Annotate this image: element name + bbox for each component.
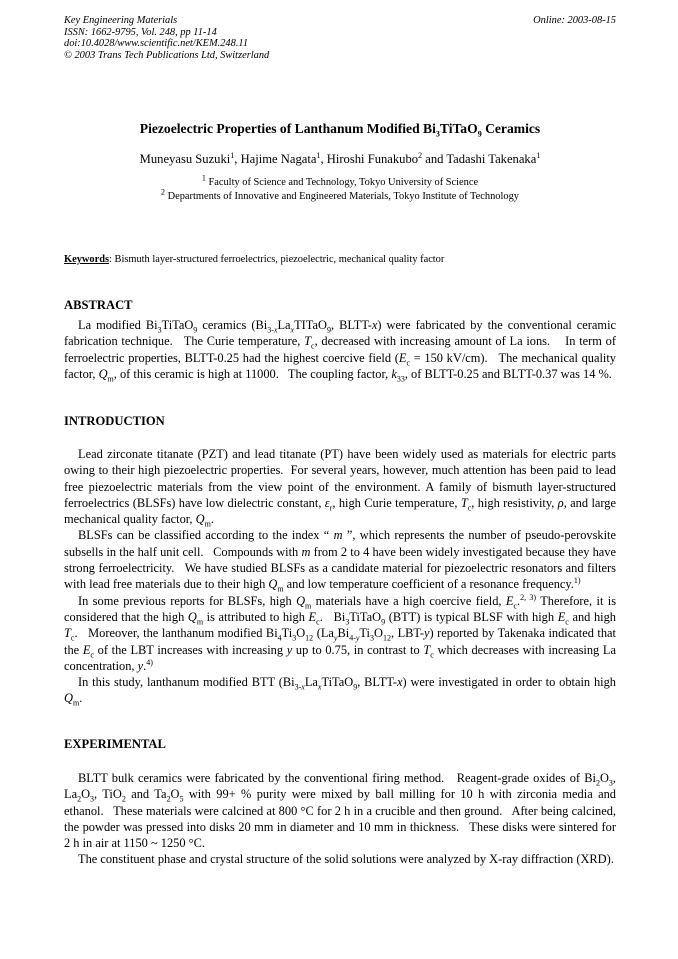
exp-paragraph-2: The constituent phase and crystal structure of the solid solutions were analyzed by X-ray diffraction (XRD).: [78, 852, 614, 867]
experimental-body: [64, 770, 616, 868]
author-3: Hiroshi Funakubo: [326, 152, 419, 166]
exp-paragraph-1: BLTT bulk ceramics were fabricated by the conventional firing method. Reagent-grade oxides of $Bi_2O_3$, $La_2O_3$, TiO$_2$ and $Ta_2O_5$ with 99+ % purity were mixed by ball milling for 10 h with zirconia media and ethanol. These materials were calcined at 800 °C for 2 h in a crucible and then ground. After being calcined, the powder was pressed into disks 20 mm in diameter and 10 mm in thickness. These disks were sintered for 2 h in air at 1150 ~ 1250 °C.: [64, 771, 616, 851]
abstract-body: [64, 317, 616, 382]
journal-name: Key Engineering Materials: [64, 15, 178, 26]
intro-paragraph-3: In some previous reports for BLSFs, high $Q_m$ materials have a high coercive field, $E_c.^{2, 3)}$ Therefore, it is considered that the high $Q_m$ is attributed to high $E_c$. $Bi_3TiTaO_9$ (BTT) is typical BLSF with high $E_c$ and high $T_c$. Moreover, the lanthanum modified $Bi_4Ti_3O_{12}$ ($La_yBi_{4-y}Ti_3O_{12}$, LBT-y) reported by Takenaka indicated that the $E_c$ of the LBT increases with increasing y up to 0.75, in contrast to $T_c$ which decreases with increasing La concentration, y.$^{4)}$: [64, 592, 617, 673]
paper-title: Piezoelectric Properties of Lanthanum Modified $Bi_3TiTaO_9$ Ceramics: [139, 121, 541, 139]
online-date: Online: 2003-08-15: [533, 15, 616, 26]
section-introduction: INTRODUCTION: [64, 414, 165, 428]
affiliation-2: $^2$ Departments of Innovative and Engineered Materials, Tokyo Institute of Technology: [161, 187, 519, 202]
journal-header: [64, 15, 616, 61]
copyright-line: © 2003 Trans Tech Publications Ltd, Switzerland: [64, 49, 270, 61]
keywords-label: Keywords: [64, 254, 110, 265]
intro-paragraph-2: BLSFs can be classified according to the index “ m ”, which represents the number of pseudo-perovskite subsells in the half unit cell. Compounds with m from 2 to 4 have been widely investigated because they have strong ferroelectricity. We have studied BLSFs as a candidate material for piezoelectric resonators and filters with lead free materials due to their high $Q_m$ and low temperature coefficient of a resonance frequency.$^{1)}$: [64, 528, 616, 594]
doi-line: doi:10.4028/www.scientific.net/KEM.248.11: [64, 38, 249, 50]
issn-line: ISSN: 1662-9795, Vol. 248, pp 11-14: [64, 26, 217, 38]
abstract-paragraph: La modified $Bi_3TiTaO_9$ ceramics ($Bi_{3-x}La_xTITaO_9$, BLTT-x) were fabricated by the conventional ceramic fabrication technique. The Curie temperature, $T_c$, decreased with increasing amount of La ions. In term of ferroelectric properties, BLTT-0.25 had the highest coercive field ($E_c = 150$ kV/cm). The mechanical quality factor, $Q_m$, of this ceramic is high at 11000. The coupling factor, $k_{33}$, of BLTT-0.25 and BLTT-0.37 was 14 %.: [64, 318, 617, 384]
introduction-body: [64, 446, 616, 707]
author-4: Tadashi Takenaka: [446, 152, 537, 166]
intro-paragraph-1: Lead zirconate titanate (PZT) and lead titanate (PT) have been widely used as materials for electric parts owing to their high piezoelectric properties. For several years, however, much attention has been paid to lead free piezoelectric materials from the view point of the environment. A family of bismuth layer-structured ferroelectrics (BLSFs) have low dielectric constant, $\varepsilon_r$, high Curie temperature, $T_c$, high resistivity, ρ, and large mechanical quality factor, $Q_m$.: [64, 447, 616, 529]
author-list: Muneyasu Suzuki$^1$, Hajime Nagata$^1$, Hiroshi Funakubo$^2$ and Tadashi Takenaka$^1$: [139, 150, 541, 166]
affiliation-1: $^1$ Faculty of Science and Technology, Tokyo University of Science: [201, 173, 479, 188]
section-abstract: ABSTRACT: [64, 298, 133, 312]
author-1: Muneyasu Suzuki: [139, 152, 231, 166]
author-2: Hajime Nagata: [240, 152, 317, 166]
keywords-text: : Bismuth layer-structured ferroelectrics, piezoelectric, mechanical quality factor: [109, 254, 445, 265]
intro-paragraph-4: In this study, lanthanum modified BTT ($Bi_{3-x}La_xTiTaO_9$, BLTT-x) were investigated in order to obtain high $Q_m$.: [64, 675, 616, 708]
section-experimental: EXPERIMENTAL: [64, 737, 166, 751]
keywords: [64, 254, 616, 265]
